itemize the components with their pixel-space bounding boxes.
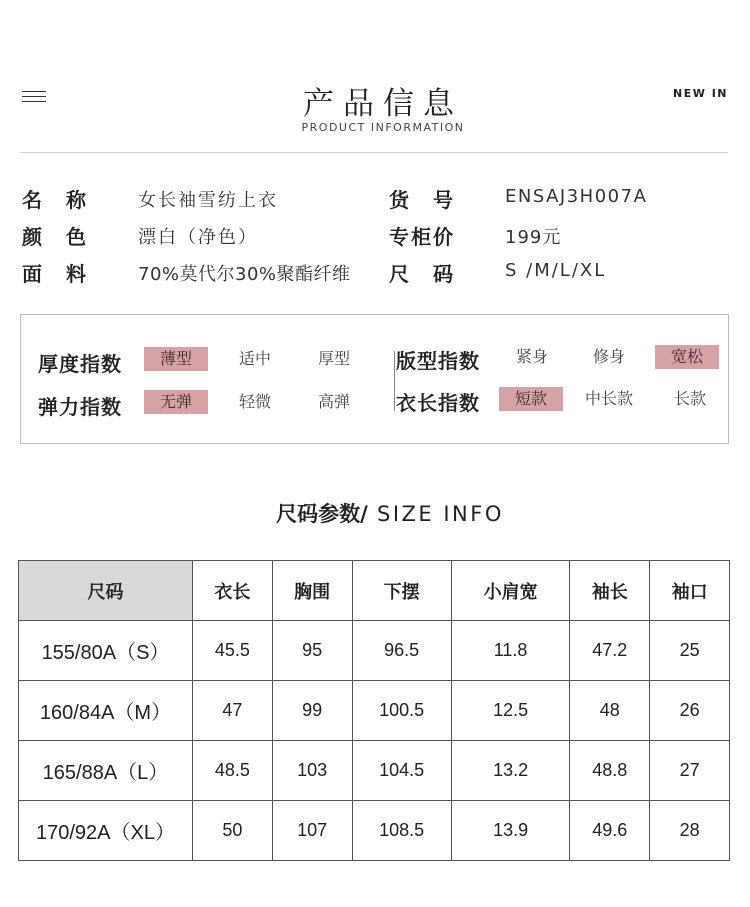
length-option-mid: 中长款 [584,389,633,408]
table-cell: 50 [193,801,273,861]
header-cell-size: 尺码 [19,561,193,621]
table-cell: 108.5 [352,801,451,861]
table-row [19,741,730,801]
table-cell: 49.6 [570,801,650,861]
index-divider [394,351,395,411]
table-cell: 48.8 [570,741,650,801]
size-info-title-zh: 尺码参数/ [276,502,368,526]
fabric-label: 面 料 [22,262,88,286]
name-label: 名 称 [22,188,88,212]
header-cell-hem: 下摆 [352,561,451,621]
price-value: 199元 [505,227,562,248]
sku-label: 货 号 [389,188,455,212]
table-cell: 26 [650,681,730,741]
size-info-title [0,498,750,528]
table-cell: 13.2 [451,741,570,801]
size-value: S /M/L/XL [505,260,607,281]
elasticity-option-high: 高弹 [317,392,350,411]
table-row [19,681,730,741]
table-row [19,621,730,681]
new-in-badge: NEW IN [673,87,728,100]
header-cell-length: 衣长 [193,561,273,621]
thickness-option-medium: 适中 [238,349,271,368]
table-cell: 11.8 [451,621,570,681]
table-cell: 13.9 [451,801,570,861]
header-cell-shoulder: 小肩宽 [451,561,570,621]
header-cell-chest: 胸围 [272,561,352,621]
color-value: 漂白（净色） [138,227,258,248]
table-cell: 160/84A（M） [19,681,193,741]
table-cell: 27 [650,741,730,801]
length-option-short: 短款 [499,387,563,411]
header-divider [20,152,728,153]
table-cell: 25 [650,621,730,681]
table-cell: 45.5 [193,621,273,681]
price-label: 专柜价 [389,225,455,249]
fit-option-slim: 修身 [592,347,625,366]
table-cell: 47 [193,681,273,741]
size-label: 尺 码 [389,262,455,286]
table-cell: 48.5 [193,741,273,801]
table-cell: 48 [570,681,650,741]
table-cell: 28 [650,801,730,861]
fabric-value: 70%莫代尔30%聚酯纤维 [138,264,351,285]
fit-index-title: 版型指数 [396,349,480,373]
length-index-title: 衣长指数 [396,391,480,415]
size-table [18,560,730,861]
sku-value: ENSAJ3H007A [505,186,648,207]
color-label: 颜 色 [22,225,88,249]
table-cell: 104.5 [352,741,451,801]
table-row [19,801,730,861]
name-value: 女长袖雪纺上衣 [138,190,278,211]
header-cell-sleeve: 袖长 [570,561,650,621]
size-info-title-en: SIZE INFO [367,502,504,526]
table-cell: 47.2 [570,621,650,681]
table-cell: 165/88A（L） [19,741,193,801]
elasticity-index-title: 弹力指数 [38,395,122,419]
page-title: 产品信息 [303,86,463,122]
table-header-row [19,561,730,621]
elasticity-option-none: 无弹 [144,390,208,414]
elasticity-option-slight: 轻微 [238,392,271,411]
table-cell: 107 [272,801,352,861]
thickness-option-thin: 薄型 [144,347,208,371]
header-cell-cuff: 袖口 [650,561,730,621]
thickness-option-thick: 厚型 [317,349,350,368]
thickness-index-title: 厚度指数 [38,352,122,376]
page-subtitle: PRODUCT INFORMATION [301,121,465,134]
table-cell: 103 [272,741,352,801]
table-cell: 96.5 [352,621,451,681]
table-cell: 12.5 [451,681,570,741]
table-cell: 95 [272,621,352,681]
table-cell: 155/80A（S） [19,621,193,681]
fit-index-panel [20,314,729,444]
fit-option-loose: 宽松 [655,345,719,369]
table-cell: 99 [272,681,352,741]
table-cell: 170/92A（XL） [19,801,193,861]
fit-option-tight: 紧身 [515,347,548,366]
length-option-long: 长款 [673,389,706,408]
table-cell: 100.5 [352,681,451,741]
